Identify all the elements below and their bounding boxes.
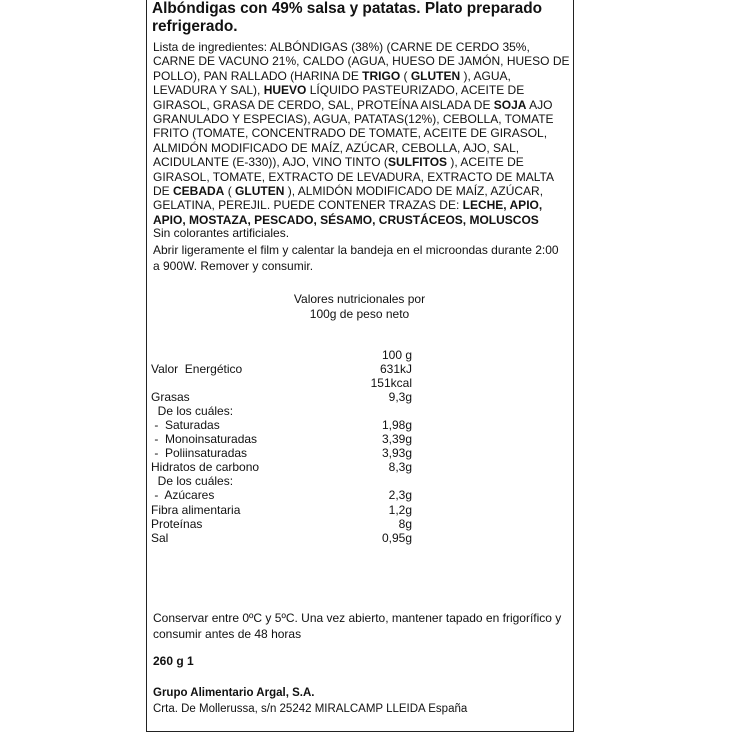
nutrient-value: 9,3g (388, 390, 412, 405)
ingredients-text: ( (400, 68, 411, 83)
nutrient-label: Hidratos de carbono (151, 460, 260, 475)
ingredients-text: ), AGUA, LEVADURA Y SAL), (153, 68, 511, 98)
nutrient-label: Sal (151, 530, 169, 545)
nutrition-header: Valores nutricionales por (293, 292, 426, 306)
product-title: Albóndigas con 49% salsa y patatas. Plato preparado refrigerado. (152, 0, 543, 35)
ingredients-text: AJO GRANULADO Y ESPECIAS), AGUA, PATATAS(12%), CEBOLLA, TOMATE FRITO (TOMATE, CONCENTRADO DE TOMATE, ACEITE DE GIRASOL, ALMIDÓN MODIFICADO DE MAÍZ, AZÚCAR, CEBOLLA, AJO, SAL, ACIDULANTE (E-330)), AJO, VINO TINTO ( (153, 97, 554, 170)
nutrient-value: 3,39g (381, 432, 412, 447)
ingredients-text: Lista de ingredientes: ALBÓNDIGAS (38%) (CARNE DE CERDO 35%, CARNE DE VACUNO 21%, CALDO (AGUA, HUESO DE JAMÓN, HUESO DE POLLO), PAN RALLADO (HARINA DE (153, 40, 570, 83)
ingredients-text: ), ACEITE DE GIRASOL, TOMATE, EXTRACTO DE LEVADURA, EXTRACTO DE MALTA DE (153, 155, 554, 199)
nutrient-value: 151kcal (370, 376, 412, 391)
net-weight: 260 g 1 (153, 654, 194, 668)
nutrient-value: 1,98g (381, 418, 412, 433)
nutrient-label: Grasas (151, 390, 190, 405)
company-name: Grupo Alimentario Argal, S.A. (153, 687, 315, 699)
heating-instructions: Abrir ligeramente el film y calentar la bandeja en el microondas durante 2:00 a 900W. Remover y consumir. (153, 243, 559, 273)
nutrient-value: 0,95g (381, 530, 412, 545)
nutrient-label: - Monoinsaturadas (151, 432, 258, 447)
nutrient-label: - Azúcares (151, 488, 215, 503)
nutrient-label: Valor Energético (151, 362, 243, 376)
nutrient-value: 8g (398, 516, 412, 531)
nutrient-value: 8,3g (388, 460, 412, 475)
allergen-soja: SOJA (493, 97, 527, 112)
allergen-cebada: CEBADA (173, 184, 225, 199)
nutrient-value: 2,3g (388, 488, 412, 503)
allergen-sulfitos: SULFITOS (387, 155, 448, 170)
ingredients-text: LÍQUIDO PASTEURIZADO, ACEITE DE GIRASOL, GRASA DE CERDO, SAL, PROTEÍNA AISLADA DE (153, 83, 525, 112)
allergen-huevo: HUEVO (263, 83, 307, 98)
allergen-traces: LECHE, APIO, APIO, MOSTAZA, PESCADO, SÉSAMO, CRUSTÁCEOS, MOLUSCOS (153, 198, 543, 227)
storage-instructions: Conservar entre 0ºC y 5ºC. Una vez abierto, mantener tapado en frigorífico y consumir antes de 48 horas (153, 611, 562, 641)
nutrition-subheader: 100g de peso neto (309, 307, 410, 321)
allergen-trigo: TRIGO (362, 68, 401, 83)
nutrient-label: - Poliinsaturadas (151, 446, 248, 461)
ingredients-text: ( (224, 184, 236, 199)
nutrient-label: Fibra alimentaria (151, 502, 241, 517)
allergen-gluten: GLUTEN (410, 68, 461, 83)
allergen-gluten: GLUTEN (235, 184, 285, 199)
nutrition-column-header: 100 g (381, 348, 412, 362)
company-address: Crta. De Mollerussa, s/n 25242 MIRALCAMP LLEIDA España (153, 703, 468, 715)
ingredients-text: ), ALMIDÓN MODIFICADO DE MAÍZ, AZÚCAR, GELATINA, PEREJIL. PUEDE CONTENER TRAZAS DE: (153, 184, 544, 213)
colorants-note: Sin colorantes artificiales. (153, 226, 290, 240)
nutrient-value: 1,2g (388, 502, 412, 517)
nutrient-value: 3,93g (381, 446, 412, 461)
nutrient-label: De los cuáles: (151, 404, 234, 419)
ingredients-list (153, 40, 571, 227)
nutrient-label: De los cuáles: (151, 474, 234, 489)
nutrient-label: Proteínas (151, 516, 203, 531)
nutrient-label: - Saturadas (151, 418, 220, 433)
nutrient-value: 631kJ (379, 362, 412, 376)
